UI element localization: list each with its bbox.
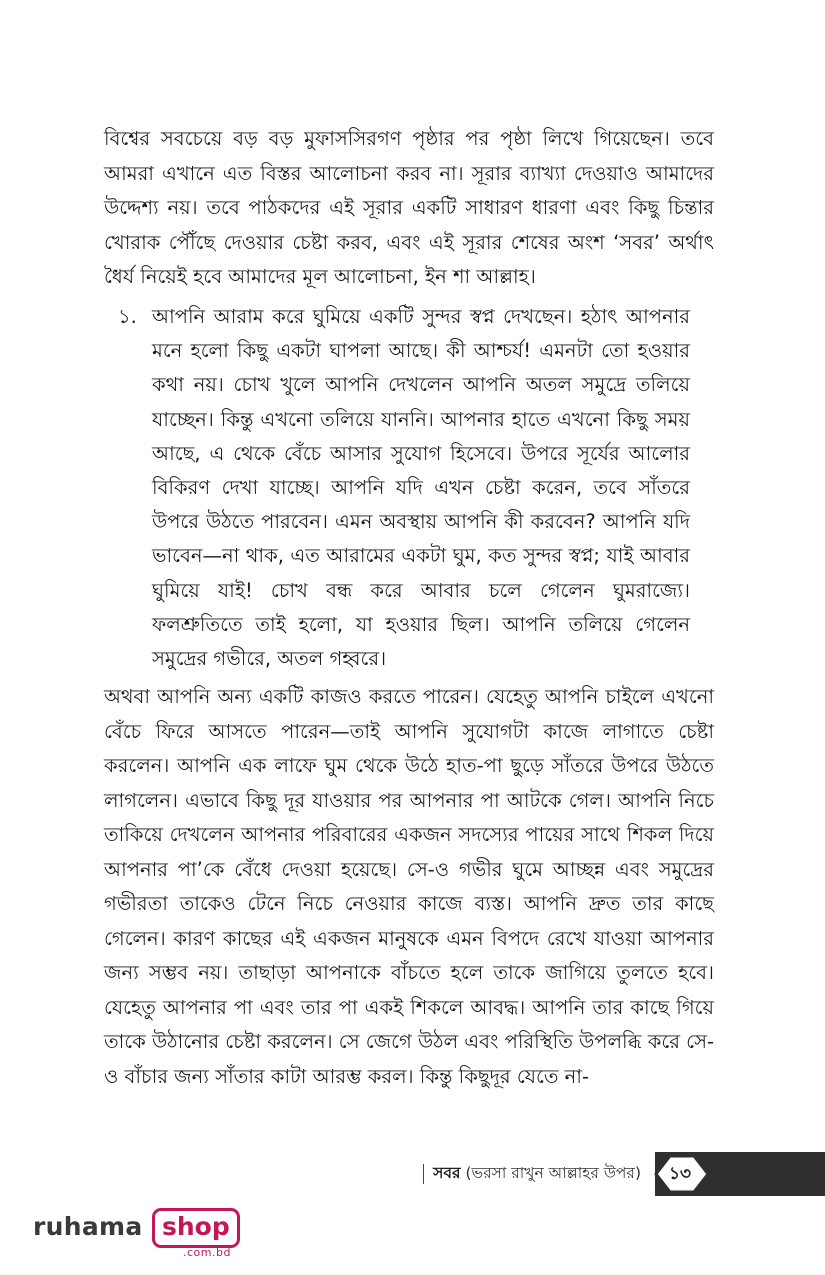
- list-item-text: আপনি আরাম করে ঘুমিয়ে একটি সুন্দর স্বপ্ন দেখছেন। হঠাৎ আপনার মনে হলো কিছু একটা ঘাপলা আছে। কী আশ্চর্য! এমনটা তো হওয়ার কথা নয়। চোখ খুলে আপনি দেখলেন আপনি অতল সমুদ্রে তলিয়ে যাচ্ছেন। কিন্তু এখনো তলিয়ে যাননি। আপনার হাতে এখনো কিছু সময় আছে, এ থেকে বেঁচে আসার সুযোগ হিসেবে। উপরে সূর্যের আলোর বিকিরণ দেখা যাচ্ছে। আপনি যদি এখন চেষ্টা করেন, তবে সাঁতরে উপরে উঠতে পারবেন। এমন অবস্থায় আপনি কী করবেন? আপনি যদি ভাবেন—না থাক, এত আরামের একটা ঘুম, কত সুন্দর স্বপ্ন; যাই আবার ঘুমিয়ে যাই! চোখ বন্ধ করে আবার চলে গেলেন ঘুমরাজ্যে। ফলশ্রুতিতে তাই হলো, যা হওয়ার ছিল। আপনি তলিয়ে গেলেন সমুদ্রের গভীরে, অতল গহ্বরে।: [152, 305, 690, 671]
- list-item: [118, 300, 690, 676]
- footer-book-subtitle: (ভরসা রাখুন আল্লাহর উপর): [465, 1164, 641, 1182]
- page-number: ১৩: [668, 1164, 692, 1184]
- list-item-number: ১.: [118, 305, 137, 328]
- logo-text-ruhama: ruhama: [33, 1212, 143, 1241]
- footer-divider: [423, 1164, 424, 1184]
- logo-text-domain: .com.bd: [183, 1246, 231, 1259]
- footer-book-title: সবর: [433, 1164, 461, 1182]
- running-footer: [423, 1160, 641, 1186]
- intro-paragraph: বিশ্বের সবচেয়ে বড় বড় মুফাসসিরগণ পৃষ্ঠার পর পৃষ্ঠা লিখে গিয়েছেন। তবে আমরা এখানে এত বিস্তর আলোচনা করব না। সূরার ব্যাখ্যা দেওয়াও আমাদের উদ্দেশ্য নয়। তবে পাঠকদের এই সূরার একটি সাধারণ ধারণা এবং কিছু চিন্তার খোরাক পৌঁছে দেওয়ার চেষ্টা করব, এবং এই সূরার শেষের অংশ ‘সবর’ অর্থাৎ ধৈর্য নিয়েই হবে আমাদের মূল আলোচনা, ইন শা আল্লাহ।: [104, 127, 714, 288]
- logo-text-shop: shop: [152, 1208, 240, 1248]
- numbered-list: [118, 300, 690, 676]
- story-paragraph: অথবা আপনি অন্য একটি কাজও করতে পারেন। যেহেতু আপনি চাইলে এখনো বেঁচে ফিরে আসতে পারেন—তাই আপনি সুযোগটা কাজে লাগাতে চেষ্টা করলেন। আপনি এক লাফে ঘুম থেকে উঠে হাত-পা ছুড়ে সাঁতরে উপরে উঠতে লাগলেন। এভাবে কিছু দূর যাওয়ার পর আপনার পা আটকে গেল। আপনি নিচে তাকিয়ে দেখলেন আপনার পরিবারের একজন সদস্যের পায়ের সাথে শিকল দিয়ে আপনার পা’কে বেঁধে দেওয়া হয়েছে। সে-ও গভীর ঘুমে আচ্ছন্ন এবং সমুদ্রের গভীরতা তাকেও টেনে নিচে নেওয়ার কাজে ব্যস্ত। আপনি দ্রুত তার কাছে গেলেন। কারণ কাছের এই একজন মানুষকে এমন বিপদে রেখে যাওয়া আপনার জন্য সম্ভব নয়। তাছাড়া আপনাকে বাঁচতে হলে তাকে জাগিয়ে তুলতে হবে। যেহেতু আপনার পা এবং তার পা একই শিকলে আবদ্ধ। আপনি তার কাছে গিয়ে তাকে উঠানোর চেষ্টা করলেন। সে জেগে উঠল এবং পরিস্থিতি উপলব্ধি করে সে-ও বাঁচার জন্য সাঁতার কাটা আরম্ভ করল। কিন্তু কিছুদূর যেতে না-: [104, 685, 714, 1088]
